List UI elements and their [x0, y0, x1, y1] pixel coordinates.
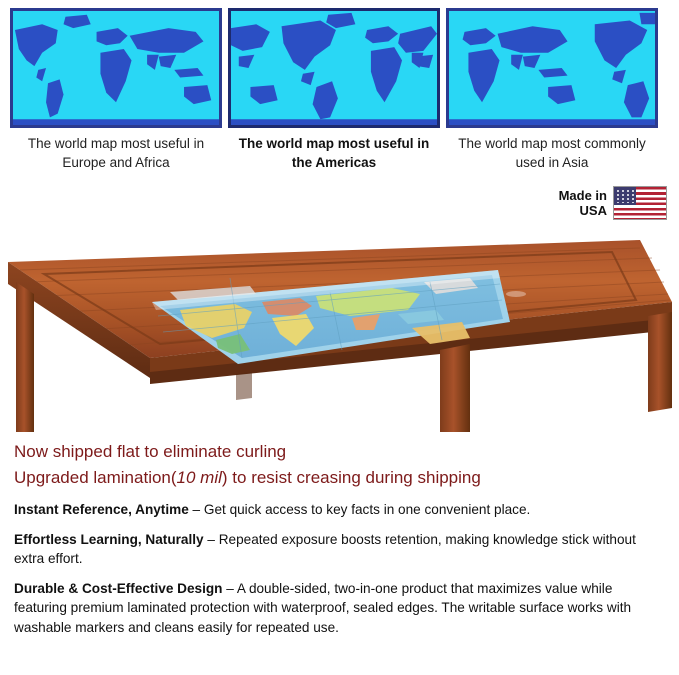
bullet-instant-reference — [14, 500, 665, 520]
bullet-3-body: – A double-sided, two-in-one product that maximizes value while featuring premium laminated protection with waterproof, sealed edges. The writable surface works with washable markers and cleans easily for repeated use. — [14, 580, 632, 635]
headline-2-italic: 10 mil — [176, 468, 222, 487]
map-variant-option-asia[interactable] — [446, 8, 658, 172]
marketing-copy — [0, 432, 679, 637]
map-thumbnail-europe-africa[interactable] — [10, 8, 222, 128]
bullet-2-lead: Effortless Learning, Naturally — [14, 531, 204, 547]
bullet-2-body: – Repeated exposure boosts retention, making knowledge stick without extra effort. — [14, 531, 636, 566]
map-thumbnail-asia[interactable] — [446, 8, 658, 128]
map-variant-option[interactable] — [10, 8, 222, 172]
world-map-asia-icon — [449, 11, 655, 125]
headline-1-text: Now shipped flat to eliminate curling — [14, 442, 287, 461]
map-variant-caption: The world map most useful in Europe and Africa — [27, 136, 205, 170]
badge-line-2: USA — [579, 203, 607, 218]
badge-line-1: Made in — [558, 188, 607, 203]
made-in-usa-badge — [559, 186, 667, 220]
map-variant-caption-asia: The world map most commonly used in Asia — [458, 136, 646, 170]
world-map-americas-icon — [231, 11, 437, 125]
bullet-3-lead: Durable & Cost-Effective Design — [14, 580, 223, 596]
world-map-europe-africa-icon — [13, 11, 219, 125]
bullet-1-body: – Get quick access to key facts in one convenient place. — [188, 502, 531, 517]
bullet-effortless-learning — [14, 530, 665, 569]
usa-flag-icon — [613, 186, 667, 220]
product-photo-table — [0, 182, 679, 432]
map-thumbnail-americas[interactable] — [228, 8, 440, 128]
headline-2-before: Upgraded lamination( — [14, 468, 177, 487]
headline-lamination — [14, 466, 665, 490]
bullet-durable-design — [14, 579, 665, 638]
bullet-1-lead: Instant Reference, Anytime — [14, 502, 189, 517]
headline-shipped-flat — [14, 440, 665, 464]
map-variant-option-selected[interactable] — [228, 8, 440, 172]
headline-2-after: ) to resist creasing during shipping — [221, 468, 481, 487]
map-variant-caption-selected: The world map most useful in the Americas — [238, 136, 430, 170]
made-in-usa-text — [559, 188, 607, 218]
map-variant-strip — [0, 0, 679, 172]
